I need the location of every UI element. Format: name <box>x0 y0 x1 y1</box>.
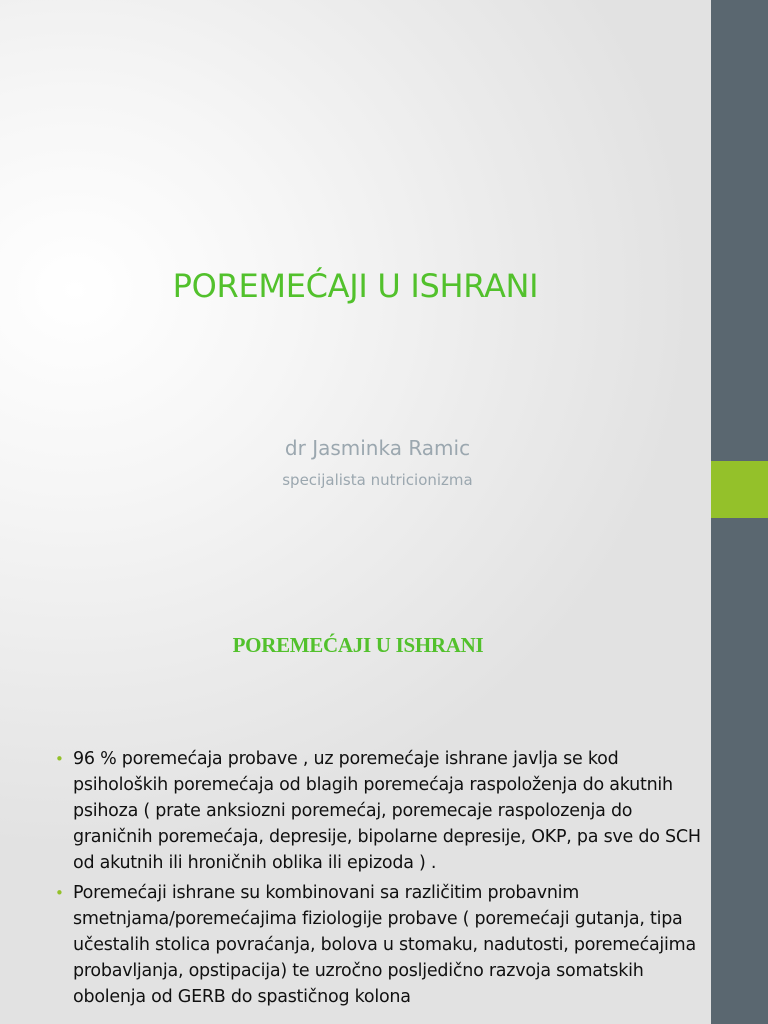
bullet-icon: • <box>55 884 64 902</box>
bullet-text: 96 % poremećaja probave , uz poremećaje ishrane javlja se kod psiholoških poremećaja od blagih poremećaja raspoloženja do akutnih psihoza ( prate anksiozni poremećaj, poremecaje raspolozenja do graničnih poremećaja, depresije, bipolarne depresije, OKP, pa sve do SCH od akutnih ili hroničnih oblika ili epizoda ) . <box>73 749 701 873</box>
author-name: dr Jasminka Ramic <box>284 436 471 460</box>
bullet-item <box>55 880 705 1010</box>
bullet-text: Poremećaji ishrane su kombinovani sa različitim probavnim smetnjama/poremećajima fiziologije probave ( poremećaji gutanja, tipa učestalih stolica povraćanja, bolova u stomaku, nadutosti, poremećajima probavljanja, opstipacija) te uzročno posljedično razvoja somatskih obolenja od GERB do spastičnog kolona <box>73 883 696 1007</box>
section-heading: POREMEĆAJI U ISHRANI <box>232 633 484 657</box>
bullet-item <box>55 746 705 876</box>
bullet-list <box>55 746 705 1014</box>
slide-title: POREMEĆAJI U ISHRANI <box>172 267 539 305</box>
author-role: specijalista nutricionizma <box>282 471 473 489</box>
bullet-icon: • <box>55 750 64 768</box>
